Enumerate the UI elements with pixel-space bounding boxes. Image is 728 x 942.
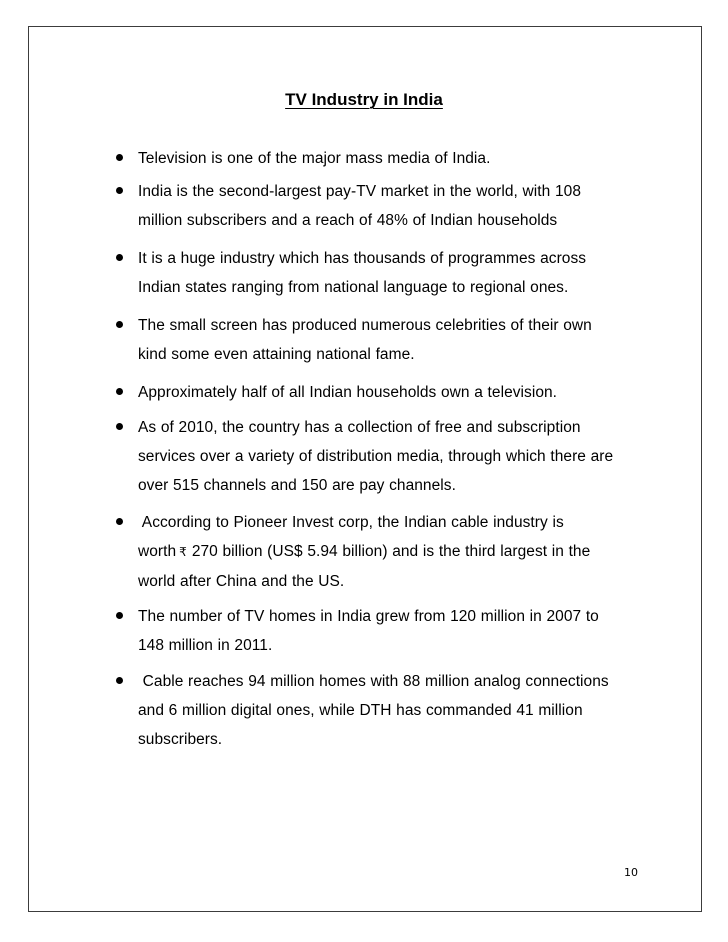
amount-text: 270 billion (US$ 5.94 billion) and is the third largest in the (191, 543, 591, 560)
list-item-line: world after China and the US. (138, 573, 345, 590)
list-item-line: It is a huge industry which has thousands of programmes across (138, 250, 587, 267)
list-item (138, 311, 658, 369)
list-item (138, 144, 658, 173)
rupee-icon: ₹ (179, 545, 187, 559)
list-item-line: and 6 million digital ones, while DTH has commanded 41 million (138, 702, 583, 719)
page-title-text: TV Industry in India (285, 90, 443, 109)
list-item-line: subscribers. (138, 731, 223, 748)
bullet-icon (116, 254, 123, 261)
list-item-line: According to Pioneer Invest corp, the Indian cable industry is (138, 514, 564, 531)
list-item-line: million subscribers and a reach of 48% of Indian households (138, 212, 558, 229)
list-item (138, 508, 658, 596)
list-item (138, 244, 658, 302)
bullet-icon (116, 423, 123, 430)
bullet-icon (116, 518, 123, 525)
bullet-icon (116, 154, 123, 161)
list-item-line: Approximately half of all Indian households own a television. (138, 384, 558, 401)
list-item-line: Television is one of the major mass media of India. (138, 150, 491, 167)
list-item-line: As of 2010, the country has a collection of free and subscription (138, 419, 581, 436)
list-item-line: 148 million in 2011. (138, 637, 273, 654)
list-item-line: The small screen has produced numerous celebrities of their own (138, 317, 592, 334)
list-item-line: India is the second-largest pay-TV market in the world, with 108 (138, 183, 581, 200)
list-item (138, 667, 658, 754)
bullet-icon (116, 612, 123, 619)
bullet-icon (116, 321, 123, 328)
list-item-line: kind some even attaining national fame. (138, 346, 415, 363)
list-item-line: The number of TV homes in India grew from 120 million in 2007 to (138, 608, 599, 625)
list-item-line: over 515 channels and 150 are pay channels. (138, 477, 456, 494)
list-item (138, 602, 658, 660)
page-title (0, 88, 728, 112)
page-number: 10 (624, 866, 638, 879)
worth-text: worth (138, 543, 177, 560)
bullet-icon (116, 388, 123, 395)
bullet-icon (116, 187, 123, 194)
list-item (138, 177, 658, 235)
list-item (138, 378, 658, 407)
bullet-icon (116, 677, 123, 684)
list-item-line: Indian states ranging from national language to regional ones. (138, 279, 569, 296)
list-item (138, 413, 658, 500)
list-item-line: Cable reaches 94 million homes with 88 million analog connections (138, 673, 609, 690)
list-item-line (138, 537, 658, 567)
list-item-line: services over a variety of distribution media, through which there are (138, 448, 614, 465)
